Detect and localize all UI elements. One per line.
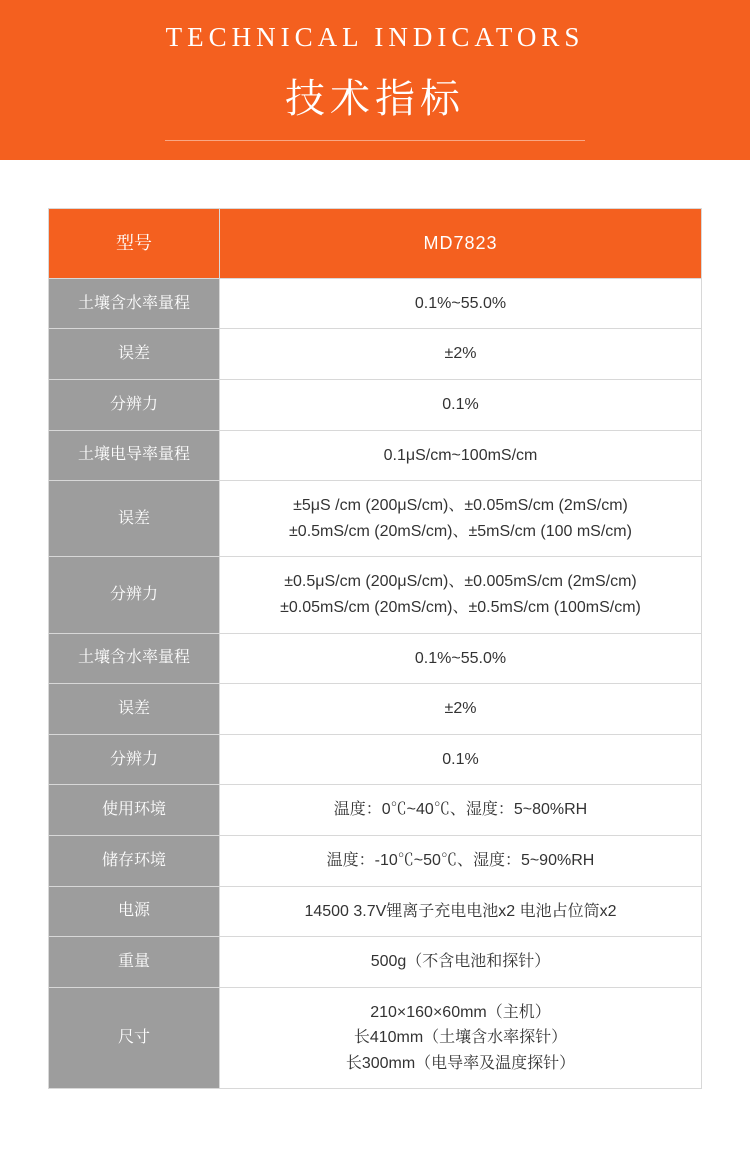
spec-value: 0.1% [220,734,702,785]
spec-label: 尺寸 [49,987,220,1089]
spec-table-container [0,160,750,1089]
banner-divider [165,140,585,141]
spec-table [48,208,702,1089]
table-row [49,278,702,329]
table-row [49,481,702,557]
table-row [49,835,702,886]
table-row [49,987,702,1089]
table-row [49,430,702,481]
spec-label: 误差 [49,481,220,557]
spec-label: 土壤电导率量程 [49,430,220,481]
table-row [49,209,702,279]
banner-title-chinese: 技术指标 [285,77,465,121]
banner-title-english: TECHNICAL INDICATORS [165,22,585,52]
spec-label: 分辨力 [49,379,220,430]
spec-value: 0.1μS/cm~100mS/cm [220,430,702,481]
spec-value: ±2% [220,329,702,380]
spec-value: 0.1%~55.0% [220,278,702,329]
spec-value: 0.1% [220,379,702,430]
spec-label: 分辨力 [49,734,220,785]
spec-value: ±2% [220,684,702,735]
table-row [49,886,702,937]
table-row [49,557,702,633]
spec-label: 储存环境 [49,835,220,886]
spec-value: 温度：0℃~40℃、湿度：5~80%RH [220,785,702,836]
spec-value: 210×160×60mm（主机） 长410mm（土壤含水率探针） 长300mm（电导率及温度探针） [220,987,702,1089]
table-row [49,734,702,785]
spec-value: 0.1%~55.0% [220,633,702,684]
spec-table-body [49,209,702,1089]
table-row [49,379,702,430]
table-row [49,329,702,380]
spec-label: 型号 [49,209,220,279]
spec-label: 误差 [49,329,220,380]
spec-label: 电源 [49,886,220,937]
header-banner [0,0,750,160]
spec-value: ±5μS /cm (200μS/cm)、±0.05mS/cm (2mS/cm) ±0.5mS/cm (20mS/cm)、±5mS/cm (100 mS/cm) [220,481,702,557]
table-row [49,937,702,988]
spec-value: 14500 3.7V锂离子充电电池x2 电池占位筒x2 [220,886,702,937]
spec-value: 温度：-10℃~50℃、湿度：5~90%RH [220,835,702,886]
spec-value: 500g（不含电池和探针） [220,937,702,988]
spec-label: 土壤含水率量程 [49,633,220,684]
spec-value: MD7823 [220,209,702,279]
spec-label: 分辨力 [49,557,220,633]
spec-label: 重量 [49,937,220,988]
spec-value: ±0.5μS/cm (200μS/cm)、±0.005mS/cm (2mS/cm) ±0.05mS/cm (20mS/cm)、±0.5mS/cm (100mS/cm) [220,557,702,633]
spec-label: 土壤含水率量程 [49,278,220,329]
spec-label: 误差 [49,684,220,735]
table-row [49,633,702,684]
spec-label: 使用环境 [49,785,220,836]
table-row [49,785,702,836]
table-row [49,684,702,735]
